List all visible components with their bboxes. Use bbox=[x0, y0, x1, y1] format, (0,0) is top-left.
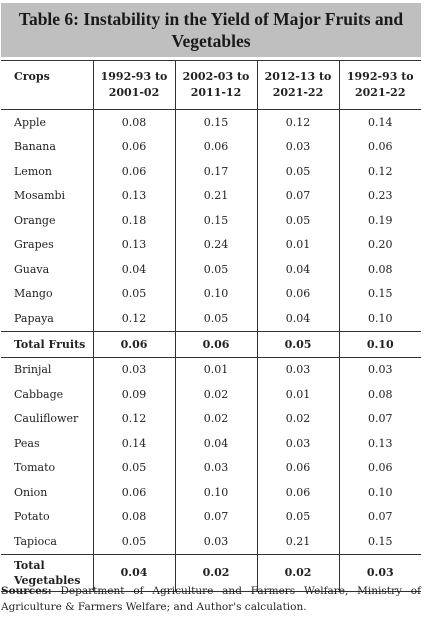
column-header: 2012-13 to 2021-22 bbox=[257, 61, 339, 110]
value-cell: 0.06 bbox=[175, 135, 257, 160]
crop-name-cell: Mosambi bbox=[14, 189, 66, 203]
crop-name-cell: Apple bbox=[14, 115, 47, 129]
value-cell: 0.10 bbox=[339, 306, 421, 331]
value-cell: 0.03 bbox=[257, 135, 339, 160]
value-cell: 0.10 bbox=[175, 480, 257, 505]
table-row bbox=[1, 456, 421, 481]
table-container bbox=[1, 60, 421, 592]
table-row bbox=[1, 282, 421, 307]
value-cell: 0.12 bbox=[93, 407, 175, 432]
value-cell: 0.23 bbox=[339, 184, 421, 209]
crop-name-cell: Papaya bbox=[14, 311, 54, 325]
crop-name-cell: Brinjal bbox=[14, 363, 52, 377]
column-header: 2002-03 to 2011-12 bbox=[175, 61, 257, 110]
value-cell: 0.19 bbox=[339, 208, 421, 233]
value-cell: 0.10 bbox=[339, 331, 421, 357]
value-cell: 0.12 bbox=[339, 159, 421, 184]
value-cell: 0.09 bbox=[93, 382, 175, 407]
table-row bbox=[1, 257, 421, 282]
table-body bbox=[1, 110, 421, 592]
value-cell: 0.13 bbox=[93, 233, 175, 258]
value-cell: 0.14 bbox=[339, 110, 421, 135]
value-cell: 0.05 bbox=[175, 257, 257, 282]
value-cell: 0.06 bbox=[339, 456, 421, 481]
crop-name-cell: Guava bbox=[14, 262, 50, 276]
table-row bbox=[1, 431, 421, 456]
value-cell: 0.18 bbox=[93, 208, 175, 233]
value-cell: 0.03 bbox=[175, 529, 257, 554]
value-cell: 0.06 bbox=[257, 456, 339, 481]
value-cell: 0.12 bbox=[257, 110, 339, 135]
value-cell: 0.03 bbox=[175, 456, 257, 481]
value-cell: 0.05 bbox=[93, 456, 175, 481]
value-cell: 0.05 bbox=[175, 306, 257, 331]
value-cell: 0.02 bbox=[257, 554, 339, 591]
crop-name-cell: Banana bbox=[14, 140, 56, 154]
value-cell: 0.04 bbox=[257, 257, 339, 282]
value-cell: 0.06 bbox=[175, 331, 257, 357]
table-row bbox=[1, 233, 421, 258]
table-row bbox=[1, 184, 421, 209]
value-cell: 0.06 bbox=[257, 480, 339, 505]
value-cell: 0.05 bbox=[257, 159, 339, 184]
value-cell: 0.21 bbox=[257, 529, 339, 554]
value-cell: 0.07 bbox=[339, 505, 421, 530]
value-cell: 0.08 bbox=[339, 257, 421, 282]
value-cell: 0.02 bbox=[257, 407, 339, 432]
crop-name-cell: Lemon bbox=[14, 164, 52, 178]
table-row bbox=[1, 407, 421, 432]
value-cell: 0.04 bbox=[93, 554, 175, 591]
value-cell: 0.08 bbox=[93, 110, 175, 135]
table-row bbox=[1, 480, 421, 505]
crop-name-cell: Tapioca bbox=[14, 534, 57, 548]
value-cell: 0.07 bbox=[257, 184, 339, 209]
table-row bbox=[1, 505, 421, 530]
value-cell: 0.06 bbox=[93, 135, 175, 160]
value-cell: 0.02 bbox=[175, 382, 257, 407]
value-cell: 0.10 bbox=[175, 282, 257, 307]
value-cell: 0.15 bbox=[339, 282, 421, 307]
value-cell: 0.06 bbox=[339, 135, 421, 160]
column-header: 1992-93 to 2021-22 bbox=[339, 61, 421, 110]
value-cell: 0.05 bbox=[93, 282, 175, 307]
value-cell: 0.08 bbox=[339, 382, 421, 407]
crop-name-cell: Cabbage bbox=[14, 387, 64, 401]
table-row bbox=[1, 306, 421, 331]
crop-name-cell: Grapes bbox=[14, 238, 54, 252]
value-cell: 0.04 bbox=[175, 431, 257, 456]
crop-name-cell: Peas bbox=[14, 436, 40, 450]
value-cell: 0.01 bbox=[175, 357, 257, 382]
value-cell: 0.07 bbox=[339, 407, 421, 432]
value-cell: 0.14 bbox=[93, 431, 175, 456]
value-cell: 0.07 bbox=[175, 505, 257, 530]
value-cell: 0.03 bbox=[93, 357, 175, 382]
value-cell: 0.24 bbox=[175, 233, 257, 258]
value-cell: 0.05 bbox=[257, 208, 339, 233]
value-cell: 0.06 bbox=[93, 159, 175, 184]
value-cell: 0.04 bbox=[257, 306, 339, 331]
value-cell: 0.03 bbox=[339, 554, 421, 591]
table-row bbox=[1, 110, 421, 135]
table-row bbox=[1, 529, 421, 554]
crop-name-cell: Mango bbox=[14, 287, 53, 301]
table-row bbox=[1, 159, 421, 184]
value-cell: 0.05 bbox=[93, 529, 175, 554]
value-cell: 0.06 bbox=[257, 282, 339, 307]
value-cell: 0.15 bbox=[339, 529, 421, 554]
table-title: Table 6: Instability in the Yield of Major Fruits and Vegetables bbox=[18, 9, 404, 51]
value-cell: 0.03 bbox=[257, 357, 339, 382]
value-cell: 0.05 bbox=[257, 505, 339, 530]
crop-name-cell: Potato bbox=[14, 510, 50, 524]
value-cell: 0.01 bbox=[257, 382, 339, 407]
value-cell: 0.13 bbox=[339, 431, 421, 456]
crop-name-cell: Onion bbox=[14, 485, 48, 499]
value-cell: 0.06 bbox=[93, 480, 175, 505]
value-cell: 0.17 bbox=[175, 159, 257, 184]
crop-name-cell: Tomato bbox=[14, 461, 56, 475]
value-cell: 0.10 bbox=[339, 480, 421, 505]
sources-label: Sources: bbox=[1, 585, 52, 597]
value-cell: 0.21 bbox=[175, 184, 257, 209]
value-cell: 0.01 bbox=[257, 233, 339, 258]
header-row bbox=[1, 61, 421, 110]
value-cell: 0.15 bbox=[175, 110, 257, 135]
value-cell: 0.13 bbox=[93, 184, 175, 209]
value-cell: 0.04 bbox=[93, 257, 175, 282]
column-header: Crops bbox=[1, 61, 93, 110]
value-cell: 0.08 bbox=[93, 505, 175, 530]
table-row bbox=[1, 357, 421, 382]
sources-text: Department of Agriculture and Farmers Welfare, Ministry of Agriculture & Farmers Welfare; and Author's calculation. bbox=[1, 585, 421, 613]
total-fruits-row bbox=[1, 331, 421, 357]
table-row bbox=[1, 208, 421, 233]
table-row bbox=[1, 382, 421, 407]
value-cell: 0.03 bbox=[339, 357, 421, 382]
crop-name-cell: Total Vegetables bbox=[1, 554, 93, 591]
value-cell: 0.12 bbox=[93, 306, 175, 331]
crop-name-cell: Total Fruits bbox=[1, 331, 93, 357]
column-header: 1992-93 to 2001-02 bbox=[93, 61, 175, 110]
value-cell: 0.02 bbox=[175, 554, 257, 591]
sources-note bbox=[1, 583, 421, 615]
crop-name-cell: Cauliflower bbox=[14, 412, 79, 426]
value-cell: 0.03 bbox=[257, 431, 339, 456]
value-cell: 0.15 bbox=[175, 208, 257, 233]
yield-instability-table bbox=[1, 60, 421, 592]
value-cell: 0.20 bbox=[339, 233, 421, 258]
table-title-banner bbox=[1, 3, 421, 57]
crop-name-cell: Orange bbox=[14, 213, 56, 227]
table-row bbox=[1, 135, 421, 160]
value-cell: 0.06 bbox=[93, 331, 175, 357]
value-cell: 0.05 bbox=[257, 331, 339, 357]
value-cell: 0.02 bbox=[175, 407, 257, 432]
